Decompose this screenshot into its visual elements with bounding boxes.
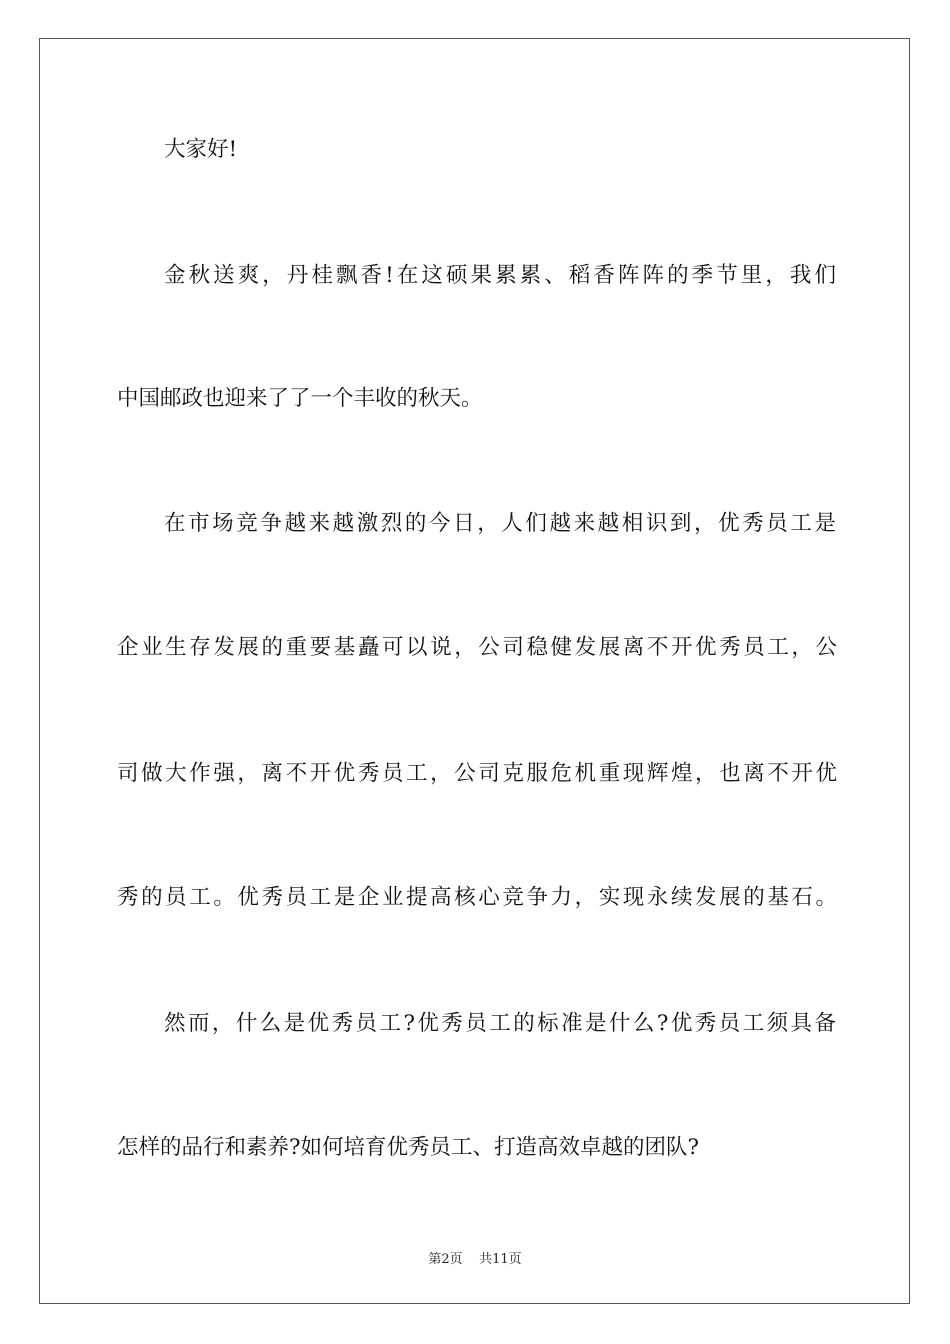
greeting-line: 大家好! — [164, 137, 238, 162]
page-number: 第2页 — [428, 1252, 463, 1267]
paragraph-2-line-1: 在市场竞争越来越激烈的今日，人们越来越相识到，优秀员工是 — [164, 511, 836, 536]
paragraph-2-line-3: 司做大作强，离不开优秀员工，公司克服危机重现辉煌，也离不开优 — [117, 761, 837, 786]
paragraph-2-line-4: 秀的员工。优秀员工是企业提高核心竞争力，实现永续发展的基石。 — [117, 885, 837, 910]
page-total: 共11页 — [479, 1252, 522, 1267]
paragraph-1-line-1: 金秋送爽，丹桂飘香!在这硕果累累、稻香阵阵的季节里，我们 — [164, 263, 836, 288]
paragraph-1-line-2: 中国邮政也迎来了了一个丰收的秋天。 — [117, 386, 483, 411]
paragraph-3-line-2: 怎样的品行和素养?如何培育优秀员工、打造高效卓越的团队? — [117, 1135, 700, 1160]
paragraph-3-line-1: 然而，什么是优秀员工?优秀员工的标准是什么?优秀员工须具备 — [164, 1011, 836, 1036]
paragraph-2-line-2: 企业生存发展的重要基矗可以说，公司稳健发展离不开优秀员工，公 — [117, 635, 837, 660]
page-frame — [39, 38, 910, 1304]
page-footer — [0, 1248, 950, 1267]
